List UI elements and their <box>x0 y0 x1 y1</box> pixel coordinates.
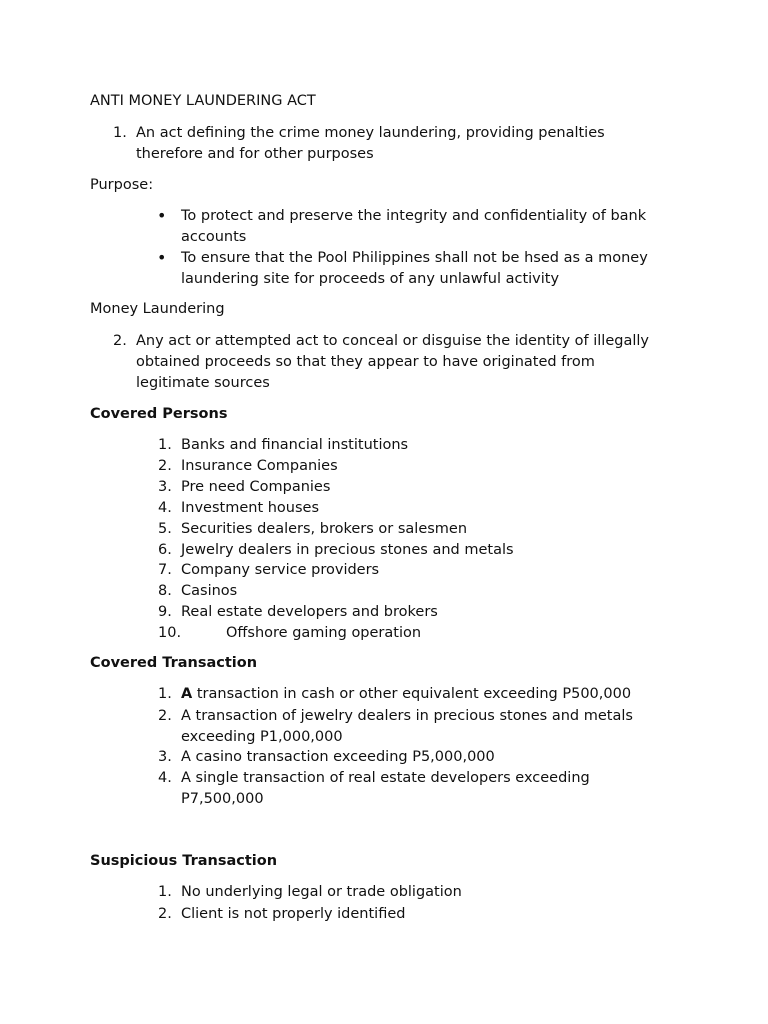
intro-number: 1. <box>113 125 127 141</box>
covered-transaction-heading: Covered Transaction <box>90 655 258 671</box>
list-item: Insurance Companies <box>181 458 338 474</box>
list-item: Company service providers <box>181 562 380 578</box>
purpose-heading: Purpose: <box>90 177 154 193</box>
list-item-continuation: exceeding P1,000,000 <box>181 729 343 745</box>
list-item: Jewelry dealers in precious stones and metals <box>181 542 514 558</box>
bullet-dot: • <box>157 206 167 225</box>
list-number: 4. <box>158 500 172 516</box>
list-number: 4. <box>158 770 172 786</box>
list-number: 2. <box>158 458 172 474</box>
list-item: A transaction of jewelry dealers in precious stones and metals <box>181 708 633 724</box>
list-number: 5. <box>158 521 172 537</box>
bullet-dot: • <box>157 248 167 267</box>
money-laundering-line-3: legitimate sources <box>136 375 270 391</box>
list-number: 8. <box>158 583 172 599</box>
purpose-bullet-1-line-2: accounts <box>181 229 247 245</box>
money-laundering-line-1: Any act or attempted act to conceal or disguise the identity of illegally <box>136 333 649 349</box>
list-item: A single transaction of real estate developers exceeding <box>181 770 590 786</box>
list-item: Investment houses <box>181 500 320 516</box>
list-item-text: transaction in cash or other equivalent exceeding P500,000 <box>192 686 632 702</box>
list-number: 1. <box>158 437 172 453</box>
list-item: Banks and financial institutions <box>181 437 409 453</box>
list-item: Pre need Companies <box>181 479 331 495</box>
list-number: 2. <box>158 708 172 724</box>
list-number: 6. <box>158 542 172 558</box>
covered-persons-heading: Covered Persons <box>90 406 228 422</box>
list-item: Client is not properly identified <box>181 906 406 922</box>
intro-line-1: An act defining the crime money laundering, providing penalties <box>136 125 605 141</box>
list-item: A casino transaction exceeding P5,000,000 <box>181 749 495 765</box>
intro-line-2: therefore and for other purposes <box>136 146 374 162</box>
list-number: 3. <box>158 479 172 495</box>
purpose-bullet-1-line-1: To protect and preserve the integrity and confidentiality of bank <box>181 208 647 224</box>
list-number: 2. <box>158 906 172 922</box>
list-item: Offshore gaming operation <box>226 625 422 641</box>
bold-lead: A <box>181 686 193 702</box>
list-number: 3. <box>158 749 172 765</box>
list-number: 10. <box>158 625 182 641</box>
list-number: 1. <box>158 884 172 900</box>
list-item: Securities dealers, brokers or salesmen <box>181 521 468 537</box>
money-laundering-heading: Money Laundering <box>90 301 225 317</box>
list-number: 9. <box>158 604 172 620</box>
list-item: Real estate developers and brokers <box>181 604 438 620</box>
purpose-bullet-2-line-2: laundering site for proceeds of any unlawful activity <box>181 271 560 287</box>
list-item <box>181 684 631 705</box>
list-item: Casinos <box>181 583 238 599</box>
suspicious-transaction-heading: Suspicious Transaction <box>90 853 278 869</box>
list-number: 1. <box>158 686 172 702</box>
list-item: No underlying legal or trade obligation <box>181 884 462 900</box>
list-number: 7. <box>158 562 172 578</box>
money-laundering-number: 2. <box>113 333 127 349</box>
list-item-continuation: P7,500,000 <box>181 791 264 807</box>
purpose-bullet-2-line-1: To ensure that the Pool Philippines shall not be hsed as a money <box>181 250 648 266</box>
document-title: ANTI MONEY LAUNDERING ACT <box>90 93 316 109</box>
money-laundering-line-2: obtained proceeds so that they appear to have originated from <box>136 354 595 370</box>
